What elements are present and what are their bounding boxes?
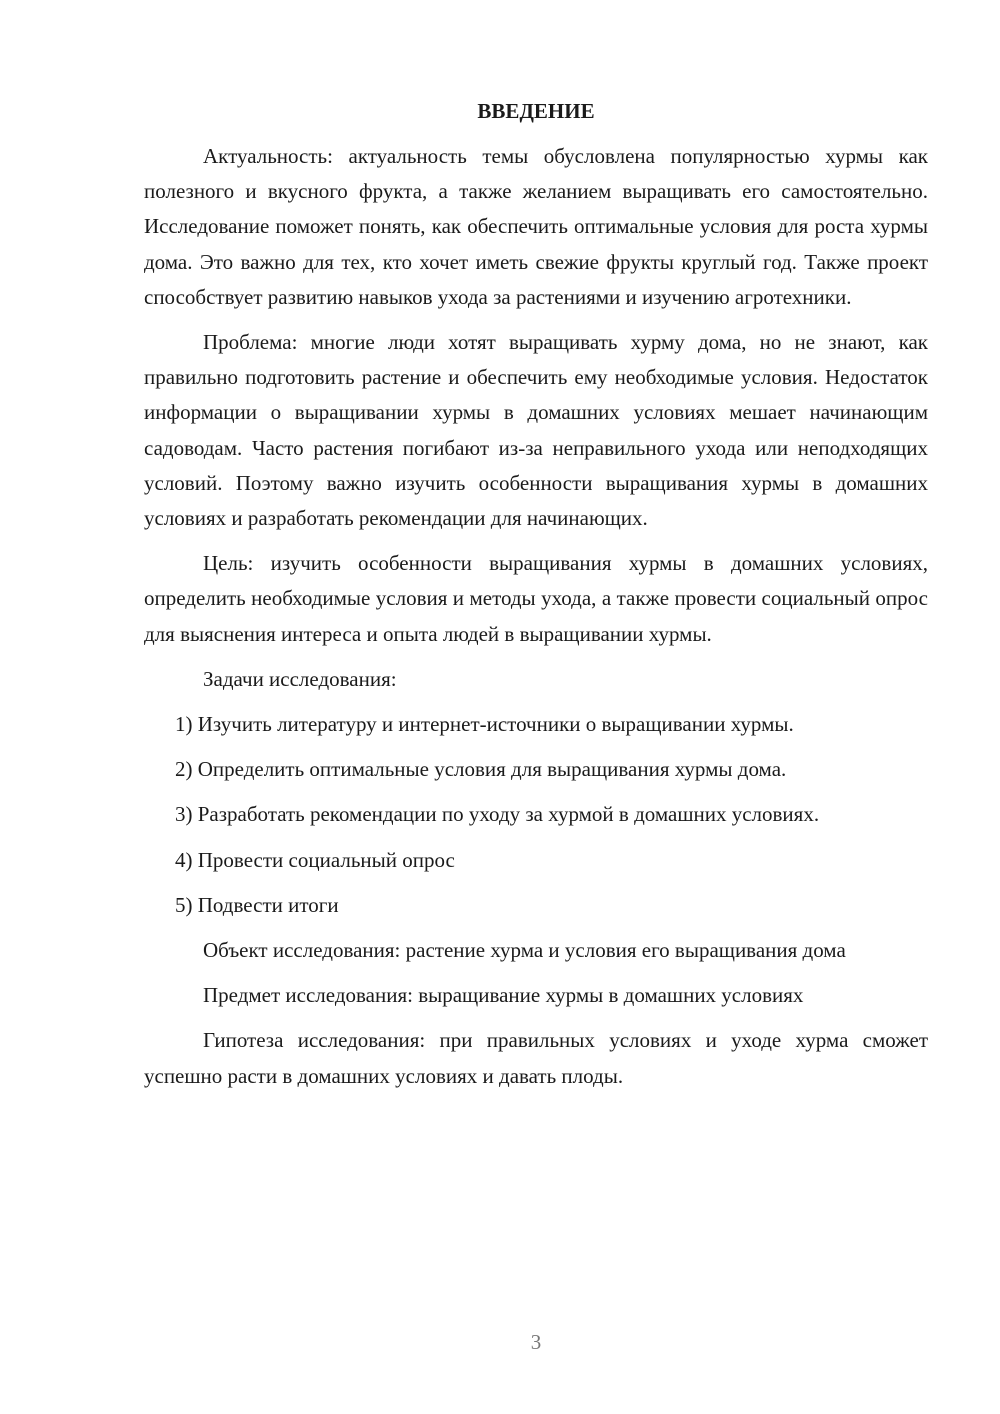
tasks-title: Задачи исследования: bbox=[203, 666, 397, 691]
paragraph-goal: Цель: изучить особенности выращивания хурмы в домашних условиях, определить необходимые условия и методы ухода, а также провести социальный опрос для выяснения интереса и опыта людей в выращивании хурмы. bbox=[144, 551, 928, 646]
task-item-3: 3) Разработать рекомендации по уходу за хурмой в домашних условиях. bbox=[175, 802, 820, 827]
paragraph-problem: Проблема: многие люди хотят выращивать хурму дома, но не знают, как правильно подготовить растение и обеспечить ему необходимые условия. Недостаток информации о выращивании хурмы в домашних условиях мешает начинающим садоводам. Часто растения погибают из-за неправильного ухода или неподходящих условий. Поэтому важно изучить особенности выращивания хурмы в домашних условиях и разработать рекомендации для начинающих. bbox=[144, 330, 928, 531]
paragraph-relevance: Актуальность: актуальность темы обусловлена популярностью хурмы как полезного и вкусного фрукта, а также желанием выращивать его самостоятельно. Исследование поможет понять, как обеспечить оптимальные условия для роста хурмы дома. Это важно для тех, кто хочет иметь свежие фрукты круглый год. Также проект способствует развитию навыков ухода за растениями и изучению агротехники. bbox=[144, 144, 928, 309]
task-item-2: 2) Определить оптимальные условия для выращивания хурмы дома. bbox=[175, 757, 787, 782]
task-item-5: 5) Подвести итоги bbox=[175, 892, 339, 917]
task-item-4: 4) Провести социальный опрос bbox=[175, 847, 455, 872]
paragraph-subject: Предмет исследования: выращивание хурмы в домашних условиях bbox=[203, 983, 804, 1008]
task-item-1: 1) Изучить литературу и интернет-источники о выращивании хурмы. bbox=[175, 712, 794, 737]
section-heading: ВВЕДЕНИЕ bbox=[477, 99, 595, 123]
paragraph-hypothesis: Гипотеза исследования: при правильных условиях и уходе хурма сможет успешно расти в домашних условиях и давать плоды. bbox=[144, 1028, 928, 1088]
paragraph-object: Объект исследования: растение хурма и условия его выращивания дома bbox=[203, 938, 846, 963]
page-number: 3 bbox=[530, 1330, 542, 1354]
page-content bbox=[144, 94, 928, 1104]
